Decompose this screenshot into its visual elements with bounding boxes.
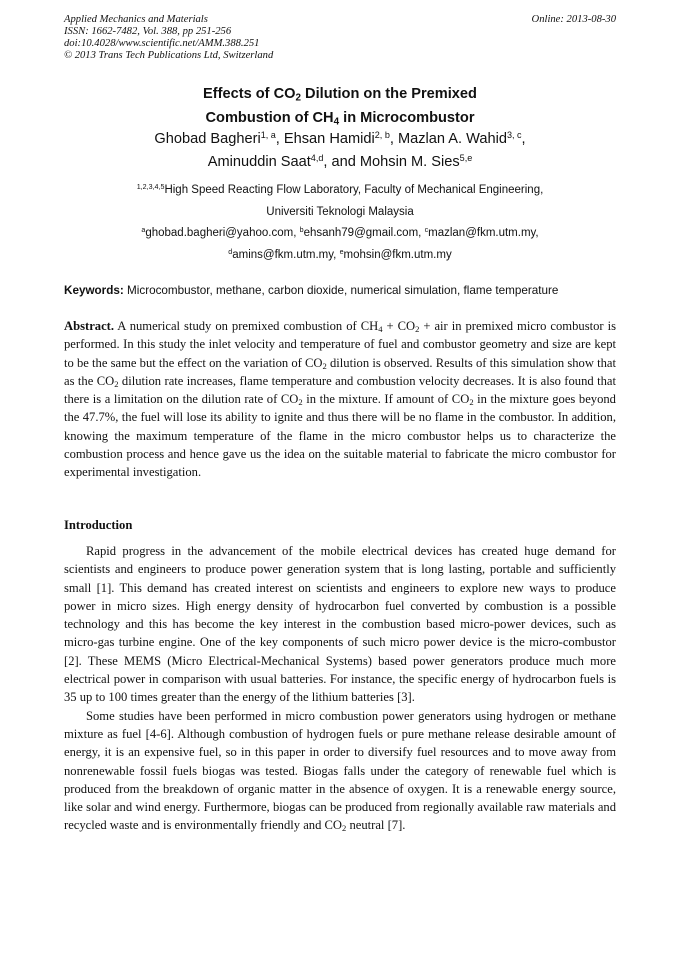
email-e: mohsin@fkm.utm.my bbox=[343, 248, 452, 261]
author-name: Aminuddin Saat bbox=[207, 154, 311, 170]
journal-name: Applied Mechanics and Materials bbox=[64, 14, 208, 25]
title-line-1: Effects of $CO_2$ Dilution on the Premixed bbox=[203, 86, 477, 104]
authors-line-2: Aminuddin Saat$^{4,d}$, and Mohsin M. Sies$^{5,e}$ bbox=[207, 153, 473, 170]
section-heading-introduction: Introduction bbox=[64, 518, 133, 532]
email-line-1: $^a$ghobad.bagheri@yahoo.com, $^b$ehsanh79@gmail.com, $^c$mazlan@fkm.utm.my, bbox=[141, 226, 539, 239]
email-c: mazlan@fkm.utm.my, bbox=[428, 227, 539, 239]
paragraph: Some studies have been performed in micro combustion power generators using hydrogen or methane mixture as fuel [4-6]. Although combustion of hydrogen fuels or pure methane release desirable amount of energy, it is an expensive fuel, so in this paper in order to diversify fuel resources and to move away from nonrenewable fossil fuels biogas was tested. Biogas falls under the category of renewable fuel which is produced from the breakdown of organic matter in the absence of oxygen. It is a renewable energy source, like solar and wind energy. Furthermore, biogas can be produced from regionally available raw materials and recycled waste and is environmentally friendly and $CO_2$ neutral [7]. bbox=[64, 708, 616, 834]
keywords-label: Keywords: bbox=[64, 284, 124, 297]
keywords-text: Microcombustor, methane, carbon dioxide, numerical simulation, flame temperature bbox=[123, 284, 559, 297]
issn-line: ISSN: 1662-7482, Vol. 388, pp 251-256 bbox=[64, 26, 232, 37]
email-line-2: $^d$amins@fkm.utm.my, $^e$mohsin@fkm.utm.my bbox=[228, 247, 452, 261]
journal-header bbox=[64, 14, 616, 62]
abstract-label: Abstract. bbox=[64, 319, 115, 333]
online-date: Online: 2013-08-30 bbox=[531, 14, 616, 25]
introduction-body bbox=[64, 542, 616, 835]
authors-line-1: Ghobad Bagheri$^{1, a}$, Ehsan Hamidi$^{2, b}$, Mazlan A. Wahid$^{3, c}$, bbox=[154, 130, 526, 147]
author-name: Mohsin M. Sies bbox=[359, 154, 460, 170]
author-name: Mazlan A. Wahid bbox=[397, 131, 507, 147]
affiliation-block bbox=[64, 180, 616, 266]
affiliation-line-1: $^{1,2,3,4,5}$High Speed Reacting Flow Laboratory, Faculty of Mechanical Engineering, bbox=[136, 183, 544, 196]
copyright-line: © 2013 Trans Tech Publications Ltd, Switzerland bbox=[64, 50, 274, 61]
affiliation-line-2: Universiti Teknologi Malaysia bbox=[266, 205, 414, 218]
abstract: Abstract. A numerical study on premixed combustion of $CH_4 + CO_2$ + air in premixed micro combustor is performed. In this study the inlet velocity and temperature of fuel and combustor geometry and size are kept to be the same but the effect on the variation of $CO_2$ dilution is observed. Results of this simulation show that as the $CO_2$ dilution rate increases, flame temperature and combustion velocity decreases. It is also found that there is a limitation on the dilution rate of $CO_2$ in the mixture. If amount of $CO_2$ in the mixture goes beyond the 47.7%, the fuel will lose its ability to ignite and thus there will be no flame in the combustor. In addition, knowing the maximum temperature of the flame in the micro combustor helps us to characterize the combustion process and hence gave us the idea on the suitable material to fabricate the micro combustor for experimental investigation. bbox=[64, 319, 616, 480]
email-b: ehsanh79@gmail.com, bbox=[303, 227, 425, 239]
email-d: amins@fkm.utm.my, bbox=[232, 248, 340, 261]
paragraph: Rapid progress in the advancement of the mobile electrical devices has created huge demand for scientists and engineers to produce power generation system that is long lasting, portable and sufficiently small [1]. This demand has created interest on scientists and engineers to explore new ways to produce power in micro sizes. High energy density of hydrocarbon fuel converted by combustion is a possible technology and this has become the key interest in the combustion based micro-power devices, such as micro-gas turbine engine. One of the key components of such micro power device is the micro-combustor [2]. These MEMS (Micro Electrical-Mechanical Systems) based power generators produce much more electrical power in comparison with usual batteries. For instance, the specific energy of hydrocarbon fuels is 35 up to 100 times greater than the energy of the lithium batteries [3]. bbox=[64, 544, 616, 705]
author-list bbox=[64, 128, 616, 174]
doi-line: doi:10.4028/www.scientific.net/AMM.388.251 bbox=[64, 38, 260, 49]
keywords bbox=[64, 283, 616, 298]
author-name: Ghobad Bagheri bbox=[154, 131, 261, 147]
title-line-2: Combustion of $CH_4$ in Microcombustor bbox=[205, 110, 475, 128]
author-name: Ehsan Hamidi bbox=[283, 131, 375, 147]
paper-title bbox=[64, 82, 616, 130]
email-a: ghobad.bagheri@yahoo.com, bbox=[145, 227, 300, 239]
